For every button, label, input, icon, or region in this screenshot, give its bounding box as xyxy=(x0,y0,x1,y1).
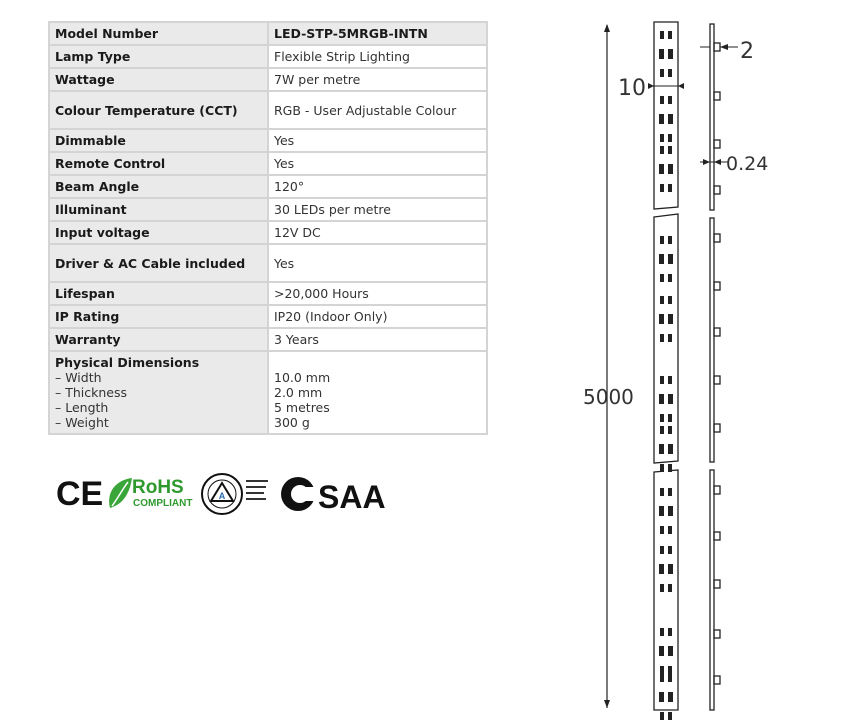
spec-row xyxy=(49,221,487,244)
spec-label: IP Rating xyxy=(49,305,268,328)
dimension-label-thickness: – Thickness xyxy=(55,385,128,400)
spec-label: Colour Temperature (CCT) xyxy=(49,91,268,129)
dimension-value-length: 5 metres xyxy=(274,400,330,415)
spec-value: Yes xyxy=(268,152,487,175)
leaf-icon xyxy=(109,478,132,508)
spec-value: >20,000 Hours xyxy=(268,282,487,305)
spec-row xyxy=(49,282,487,305)
spec-row xyxy=(49,305,487,328)
spec-row-physical xyxy=(49,351,487,434)
spec-value: Yes xyxy=(268,244,487,282)
thickness-dimension xyxy=(700,39,754,64)
spec-value: IP20 (Indoor Only) xyxy=(268,305,487,328)
spec-label: Lamp Type xyxy=(49,45,268,68)
length-dimension xyxy=(583,24,634,708)
strip-body xyxy=(654,22,678,710)
thickness-value: 2 xyxy=(740,39,754,64)
electrical-safety-mark: A xyxy=(218,491,226,501)
spec-label: Dimmable xyxy=(49,129,268,152)
spec-value: 30 LEDs per metre xyxy=(268,198,487,221)
spec-value: Flexible Strip Lighting xyxy=(268,45,487,68)
led-chips xyxy=(659,31,673,720)
spec-value: 120° xyxy=(268,175,487,198)
dimension-label-weight: – Weight xyxy=(55,415,109,430)
spec-value: 3 Years xyxy=(268,328,487,351)
spec-row xyxy=(49,198,487,221)
model-number-value: LED-STP-5MRGB-INTN xyxy=(268,22,487,45)
spec-value: Yes xyxy=(268,129,487,152)
physical-dimensions-label xyxy=(49,351,268,434)
spec-row-model xyxy=(49,22,487,45)
length-value: 5000 xyxy=(583,385,634,409)
spec-label: Illuminant xyxy=(49,198,268,221)
saa-icon xyxy=(281,477,316,511)
dimension-label-length: – Length xyxy=(55,400,109,415)
spec-value: 7W per metre xyxy=(268,68,487,91)
spec-row xyxy=(49,175,487,198)
spec-row xyxy=(49,129,487,152)
spec-row xyxy=(49,68,487,91)
spec-label: Model Number xyxy=(49,22,268,45)
led-strip-drawing xyxy=(560,0,850,721)
side-profile xyxy=(710,24,720,710)
specification-table xyxy=(48,21,488,435)
spec-label: Input voltage xyxy=(49,221,268,244)
saa-mark: SAA xyxy=(318,479,386,515)
dimension-value-weight: 300 g xyxy=(274,415,310,430)
dimension-value-thickness: 2.0 mm xyxy=(274,385,323,400)
spec-row xyxy=(49,91,487,129)
spec-row xyxy=(49,328,487,351)
electrical-safety-icon xyxy=(202,474,268,514)
spec-row xyxy=(49,244,487,282)
pad-value: 0.24 xyxy=(726,153,769,175)
spec-label: Wattage xyxy=(49,68,268,91)
spec-row xyxy=(49,45,487,68)
ce-mark: CE xyxy=(56,475,104,513)
physical-title: Physical Dimensions xyxy=(55,355,200,370)
dimension-label-width: – Width xyxy=(55,370,102,385)
spec-value: RGB - User Adjustable Colour xyxy=(268,91,487,129)
width-dimension xyxy=(618,76,684,101)
width-value: 10 xyxy=(618,76,646,101)
certification-logos xyxy=(56,470,396,516)
dimension-value-width: 10.0 mm xyxy=(274,370,331,385)
spec-label: Driver & AC Cable included xyxy=(49,244,268,282)
physical-dimensions-values xyxy=(268,351,487,434)
spec-label: Remote Control xyxy=(49,152,268,175)
spec-value: 12V DC xyxy=(268,221,487,244)
spec-row xyxy=(49,152,487,175)
spec-label: Lifespan xyxy=(49,282,268,305)
rohs-compliant-text: COMPLIANT xyxy=(133,498,193,509)
rohs-mark: RoHS xyxy=(132,477,184,498)
spec-label: Warranty xyxy=(49,328,268,351)
spec-label: Beam Angle xyxy=(49,175,268,198)
